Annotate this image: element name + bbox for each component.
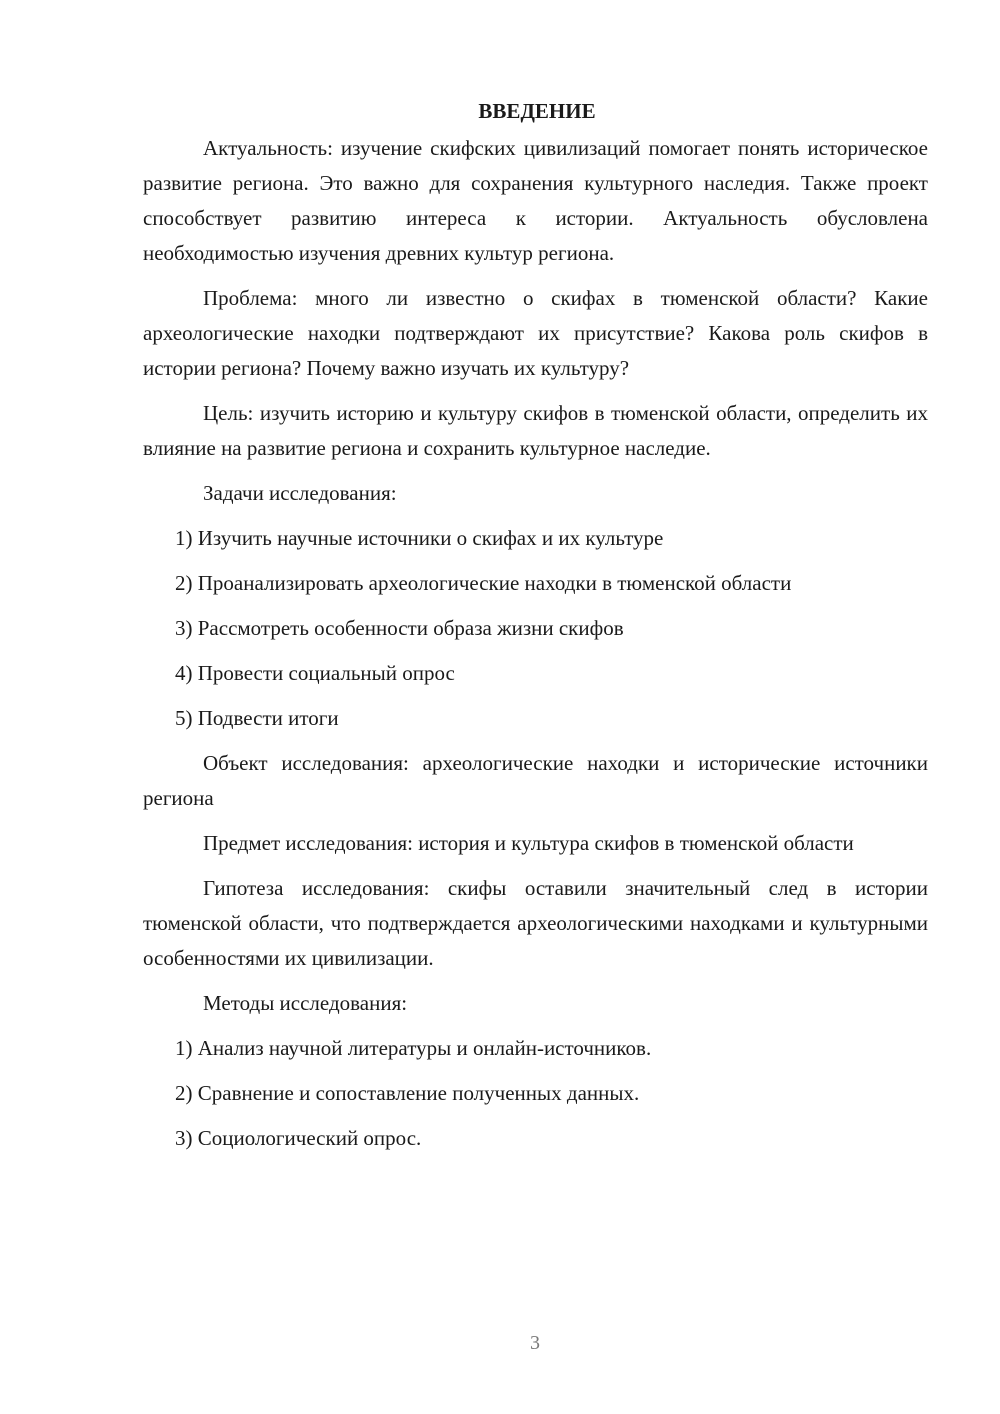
task-item: 4) Провести социальный опрос [175,661,455,685]
task-item: 3) Рассмотреть особенности образа жизни скифов [175,616,624,640]
page-content [143,94,928,1166]
tasks-heading: Задачи исследования: [203,481,397,505]
methods-heading: Методы исследования: [203,991,408,1015]
section-title: ВВЕДЕНИЕ [478,99,596,123]
task-item: 1) Изучить научные источники о скифах и их культуре [175,526,664,550]
object-paragraph: Объект исследования: археологические находки и исторические источники региона [143,751,928,810]
hypothesis-paragraph: Гипотеза исследования: скифы оставили значительный след в истории тюменской области, что подтверждается археологическими находками и культурными особенностями их цивилизации. [143,876,928,970]
method-item: 3) Социологический опрос. [175,1126,422,1150]
task-item: 5) Подвести итоги [175,706,339,730]
task-item: 2) Проанализировать археологические находки в тюменской области [175,571,792,595]
method-item: 1) Анализ научной литературы и онлайн-источников. [175,1036,652,1060]
problem-paragraph: Проблема: много ли известно о скифах в тюменской области? Какие археологические находки подтверждают их присутствие? Какова роль скифов в истории региона? Почему важно изучать их культуру? [143,286,928,380]
method-item: 2) Сравнение и сопоставление полученных данных. [175,1081,640,1105]
goal-paragraph: Цель: изучить историю и культуру скифов в тюменской области, определить их влияние на развитие региона и сохранить культурное наследие. [143,401,928,460]
subject-paragraph: Предмет исследования: история и культура скифов в тюменской области [203,831,854,855]
relevance-paragraph: Актуальность: изучение скифских цивилизаций помогает понять историческое развитие региона. Это важно для сохранения культурного наследия. Также проект способствует развитию интереса к истории. Актуальность обусловлена необходимостью изучения древних культур региона. [143,136,928,265]
page-number: 3 [530,1332,540,1354]
